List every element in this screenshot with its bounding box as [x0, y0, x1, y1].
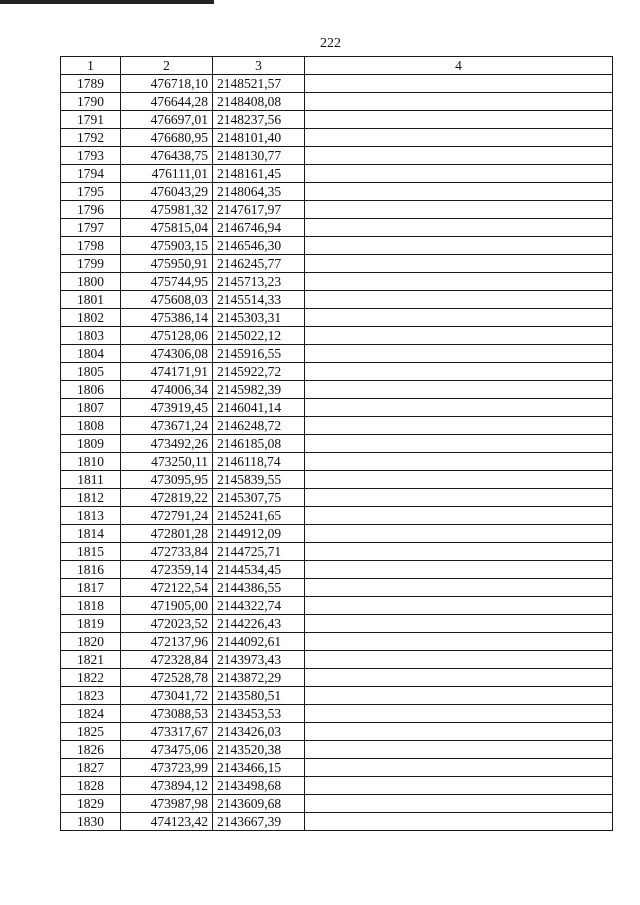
x-coordinate-cell: 474123,42 [121, 813, 213, 831]
point-number-cell: 1829 [61, 795, 121, 813]
table-row [61, 615, 613, 633]
table-row [61, 309, 613, 327]
table-row [61, 795, 613, 813]
notes-cell [305, 597, 613, 615]
page-number: 222 [320, 36, 341, 51]
x-coordinate-cell: 473671,24 [121, 417, 213, 435]
table-row [61, 561, 613, 579]
point-number-cell: 1821 [61, 651, 121, 669]
notes-cell [305, 219, 613, 237]
notes-cell [305, 363, 613, 381]
x-coordinate-cell: 473250,11 [121, 453, 213, 471]
table-row [61, 525, 613, 543]
point-number-cell: 1794 [61, 165, 121, 183]
y-coordinate-cell: 2146248,72 [213, 417, 305, 435]
x-coordinate-cell: 472791,24 [121, 507, 213, 525]
point-number-cell: 1808 [61, 417, 121, 435]
y-coordinate-cell: 2144092,61 [213, 633, 305, 651]
point-number-cell: 1828 [61, 777, 121, 795]
notes-cell [305, 795, 613, 813]
table-row [61, 111, 613, 129]
y-coordinate-cell: 2145514,33 [213, 291, 305, 309]
table-row [61, 183, 613, 201]
point-number-cell: 1827 [61, 759, 121, 777]
y-coordinate-cell: 2145713,23 [213, 273, 305, 291]
x-coordinate-cell: 476438,75 [121, 147, 213, 165]
y-coordinate-cell: 2143498,68 [213, 777, 305, 795]
notes-cell [305, 723, 613, 741]
table-header-row [61, 57, 613, 75]
point-number-cell: 1798 [61, 237, 121, 255]
table-row [61, 399, 613, 417]
point-number-cell: 1815 [61, 543, 121, 561]
x-coordinate-cell: 475744,95 [121, 273, 213, 291]
x-coordinate-cell: 472801,28 [121, 525, 213, 543]
point-number-cell: 1814 [61, 525, 121, 543]
notes-cell [305, 111, 613, 129]
y-coordinate-cell: 2148521,57 [213, 75, 305, 93]
y-coordinate-cell: 2148064,35 [213, 183, 305, 201]
table-row [61, 759, 613, 777]
notes-cell [305, 399, 613, 417]
column-header-4: 4 [305, 57, 613, 75]
table-row [61, 273, 613, 291]
table-row [61, 417, 613, 435]
point-number-cell: 1793 [61, 147, 121, 165]
table-row [61, 291, 613, 309]
y-coordinate-cell: 2144322,74 [213, 597, 305, 615]
table-row [61, 75, 613, 93]
point-number-cell: 1824 [61, 705, 121, 723]
y-coordinate-cell: 2148161,45 [213, 165, 305, 183]
notes-cell [305, 237, 613, 255]
notes-cell [305, 129, 613, 147]
point-number-cell: 1792 [61, 129, 121, 147]
x-coordinate-cell: 473492,26 [121, 435, 213, 453]
point-number-cell: 1807 [61, 399, 121, 417]
point-number-cell: 1803 [61, 327, 121, 345]
table-row [61, 543, 613, 561]
x-coordinate-cell: 475950,91 [121, 255, 213, 273]
point-number-cell: 1804 [61, 345, 121, 363]
y-coordinate-cell: 2148101,40 [213, 129, 305, 147]
y-coordinate-cell: 2146185,08 [213, 435, 305, 453]
x-coordinate-cell: 473894,12 [121, 777, 213, 795]
y-coordinate-cell: 2145241,65 [213, 507, 305, 525]
x-coordinate-cell: 472023,52 [121, 615, 213, 633]
notes-cell [305, 255, 613, 273]
y-coordinate-cell: 2143667,39 [213, 813, 305, 831]
point-number-cell: 1791 [61, 111, 121, 129]
notes-cell [305, 741, 613, 759]
y-coordinate-cell: 2145839,55 [213, 471, 305, 489]
point-number-cell: 1799 [61, 255, 121, 273]
table-row [61, 813, 613, 831]
x-coordinate-cell: 476718,10 [121, 75, 213, 93]
point-number-cell: 1822 [61, 669, 121, 687]
x-coordinate-cell: 475981,32 [121, 201, 213, 219]
x-coordinate-cell: 474306,08 [121, 345, 213, 363]
point-number-cell: 1818 [61, 597, 121, 615]
table-row [61, 345, 613, 363]
y-coordinate-cell: 2143520,38 [213, 741, 305, 759]
x-coordinate-cell: 473723,99 [121, 759, 213, 777]
notes-cell [305, 615, 613, 633]
notes-cell [305, 435, 613, 453]
table-row [61, 93, 613, 111]
point-number-cell: 1823 [61, 687, 121, 705]
y-coordinate-cell: 2145303,31 [213, 309, 305, 327]
point-number-cell: 1820 [61, 633, 121, 651]
y-coordinate-cell: 2143609,68 [213, 795, 305, 813]
point-number-cell: 1806 [61, 381, 121, 399]
point-number-cell: 1801 [61, 291, 121, 309]
y-coordinate-cell: 2144534,45 [213, 561, 305, 579]
x-coordinate-cell: 473919,45 [121, 399, 213, 417]
x-coordinate-cell: 475903,15 [121, 237, 213, 255]
point-number-cell: 1816 [61, 561, 121, 579]
point-number-cell: 1796 [61, 201, 121, 219]
x-coordinate-cell: 473987,98 [121, 795, 213, 813]
table-body [61, 75, 613, 831]
x-coordinate-cell: 473041,72 [121, 687, 213, 705]
table-row [61, 489, 613, 507]
x-coordinate-cell: 476111,01 [121, 165, 213, 183]
x-coordinate-cell: 473088,53 [121, 705, 213, 723]
y-coordinate-cell: 2145922,72 [213, 363, 305, 381]
y-coordinate-cell: 2145982,39 [213, 381, 305, 399]
y-coordinate-cell: 2145307,75 [213, 489, 305, 507]
x-coordinate-cell: 472359,14 [121, 561, 213, 579]
table-row [61, 363, 613, 381]
notes-cell [305, 345, 613, 363]
notes-cell [305, 417, 613, 435]
notes-cell [305, 543, 613, 561]
y-coordinate-cell: 2146546,30 [213, 237, 305, 255]
table-row [61, 633, 613, 651]
table-row [61, 435, 613, 453]
x-coordinate-cell: 473475,06 [121, 741, 213, 759]
point-number-cell: 1813 [61, 507, 121, 525]
x-coordinate-cell: 472328,84 [121, 651, 213, 669]
table-row [61, 165, 613, 183]
notes-cell [305, 471, 613, 489]
notes-cell [305, 759, 613, 777]
point-number-cell: 1802 [61, 309, 121, 327]
point-number-cell: 1805 [61, 363, 121, 381]
notes-cell [305, 291, 613, 309]
y-coordinate-cell: 2148237,56 [213, 111, 305, 129]
x-coordinate-cell: 472528,78 [121, 669, 213, 687]
point-number-cell: 1811 [61, 471, 121, 489]
y-coordinate-cell: 2145022,12 [213, 327, 305, 345]
table-row [61, 219, 613, 237]
point-number-cell: 1819 [61, 615, 121, 633]
x-coordinate-cell: 475815,04 [121, 219, 213, 237]
y-coordinate-cell: 2143453,53 [213, 705, 305, 723]
notes-cell [305, 651, 613, 669]
notes-cell [305, 633, 613, 651]
notes-cell [305, 201, 613, 219]
table-row [61, 453, 613, 471]
x-coordinate-cell: 475608,03 [121, 291, 213, 309]
x-coordinate-cell: 473317,67 [121, 723, 213, 741]
point-number-cell: 1795 [61, 183, 121, 201]
y-coordinate-cell: 2146245,77 [213, 255, 305, 273]
table-row [61, 651, 613, 669]
x-coordinate-cell: 476697,01 [121, 111, 213, 129]
point-number-cell: 1797 [61, 219, 121, 237]
point-number-cell: 1826 [61, 741, 121, 759]
table-row [61, 687, 613, 705]
y-coordinate-cell: 2143426,03 [213, 723, 305, 741]
column-header-1: 1 [61, 57, 121, 75]
point-number-cell: 1825 [61, 723, 121, 741]
table-row [61, 777, 613, 795]
notes-cell [305, 381, 613, 399]
notes-cell [305, 165, 613, 183]
x-coordinate-cell: 471905,00 [121, 597, 213, 615]
x-coordinate-cell: 472733,84 [121, 543, 213, 561]
notes-cell [305, 93, 613, 111]
y-coordinate-cell: 2143580,51 [213, 687, 305, 705]
y-coordinate-cell: 2144912,09 [213, 525, 305, 543]
y-coordinate-cell: 2146041,14 [213, 399, 305, 417]
y-coordinate-cell: 2147617,97 [213, 201, 305, 219]
x-coordinate-cell: 474006,34 [121, 381, 213, 399]
table-row [61, 327, 613, 345]
table-row [61, 705, 613, 723]
table-row [61, 147, 613, 165]
x-coordinate-cell: 476644,28 [121, 93, 213, 111]
point-number-cell: 1817 [61, 579, 121, 597]
notes-cell [305, 705, 613, 723]
notes-cell [305, 183, 613, 201]
table-row [61, 129, 613, 147]
notes-cell [305, 147, 613, 165]
notes-cell [305, 579, 613, 597]
table-row [61, 237, 613, 255]
x-coordinate-cell: 472819,22 [121, 489, 213, 507]
y-coordinate-cell: 2144386,55 [213, 579, 305, 597]
table-row [61, 579, 613, 597]
notes-cell [305, 669, 613, 687]
notes-cell [305, 507, 613, 525]
table-row [61, 381, 613, 399]
table-row [61, 471, 613, 489]
y-coordinate-cell: 2146746,94 [213, 219, 305, 237]
table-row [61, 255, 613, 273]
point-number-cell: 1809 [61, 435, 121, 453]
point-number-cell: 1800 [61, 273, 121, 291]
point-number-cell: 1830 [61, 813, 121, 831]
notes-cell [305, 75, 613, 93]
point-number-cell: 1812 [61, 489, 121, 507]
point-number-cell: 1790 [61, 93, 121, 111]
y-coordinate-cell: 2144226,43 [213, 615, 305, 633]
notes-cell [305, 273, 613, 291]
y-coordinate-cell: 2148130,77 [213, 147, 305, 165]
y-coordinate-cell: 2143466,15 [213, 759, 305, 777]
x-coordinate-cell: 473095,95 [121, 471, 213, 489]
x-coordinate-cell: 472137,96 [121, 633, 213, 651]
notes-cell [305, 813, 613, 831]
point-number-cell: 1810 [61, 453, 121, 471]
table-row [61, 669, 613, 687]
column-header-2: 2 [121, 57, 213, 75]
x-coordinate-cell: 475128,06 [121, 327, 213, 345]
notes-cell [305, 309, 613, 327]
notes-cell [305, 525, 613, 543]
point-number-cell: 1789 [61, 75, 121, 93]
y-coordinate-cell: 2143973,43 [213, 651, 305, 669]
x-coordinate-cell: 472122,54 [121, 579, 213, 597]
column-header-3: 3 [213, 57, 305, 75]
y-coordinate-cell: 2148408,08 [213, 93, 305, 111]
x-coordinate-cell: 475386,14 [121, 309, 213, 327]
notes-cell [305, 489, 613, 507]
table-row [61, 507, 613, 525]
y-coordinate-cell: 2144725,71 [213, 543, 305, 561]
table-row [61, 201, 613, 219]
table-row [61, 723, 613, 741]
table-row [61, 741, 613, 759]
coordinates-table [60, 56, 613, 831]
y-coordinate-cell: 2145916,55 [213, 345, 305, 363]
notes-cell [305, 453, 613, 471]
notes-cell [305, 561, 613, 579]
table-row [61, 597, 613, 615]
scan-edge-mark [0, 0, 214, 4]
notes-cell [305, 327, 613, 345]
x-coordinate-cell: 474171,91 [121, 363, 213, 381]
notes-cell [305, 687, 613, 705]
y-coordinate-cell: 2143872,29 [213, 669, 305, 687]
notes-cell [305, 777, 613, 795]
x-coordinate-cell: 476680,95 [121, 129, 213, 147]
x-coordinate-cell: 476043,29 [121, 183, 213, 201]
y-coordinate-cell: 2146118,74 [213, 453, 305, 471]
